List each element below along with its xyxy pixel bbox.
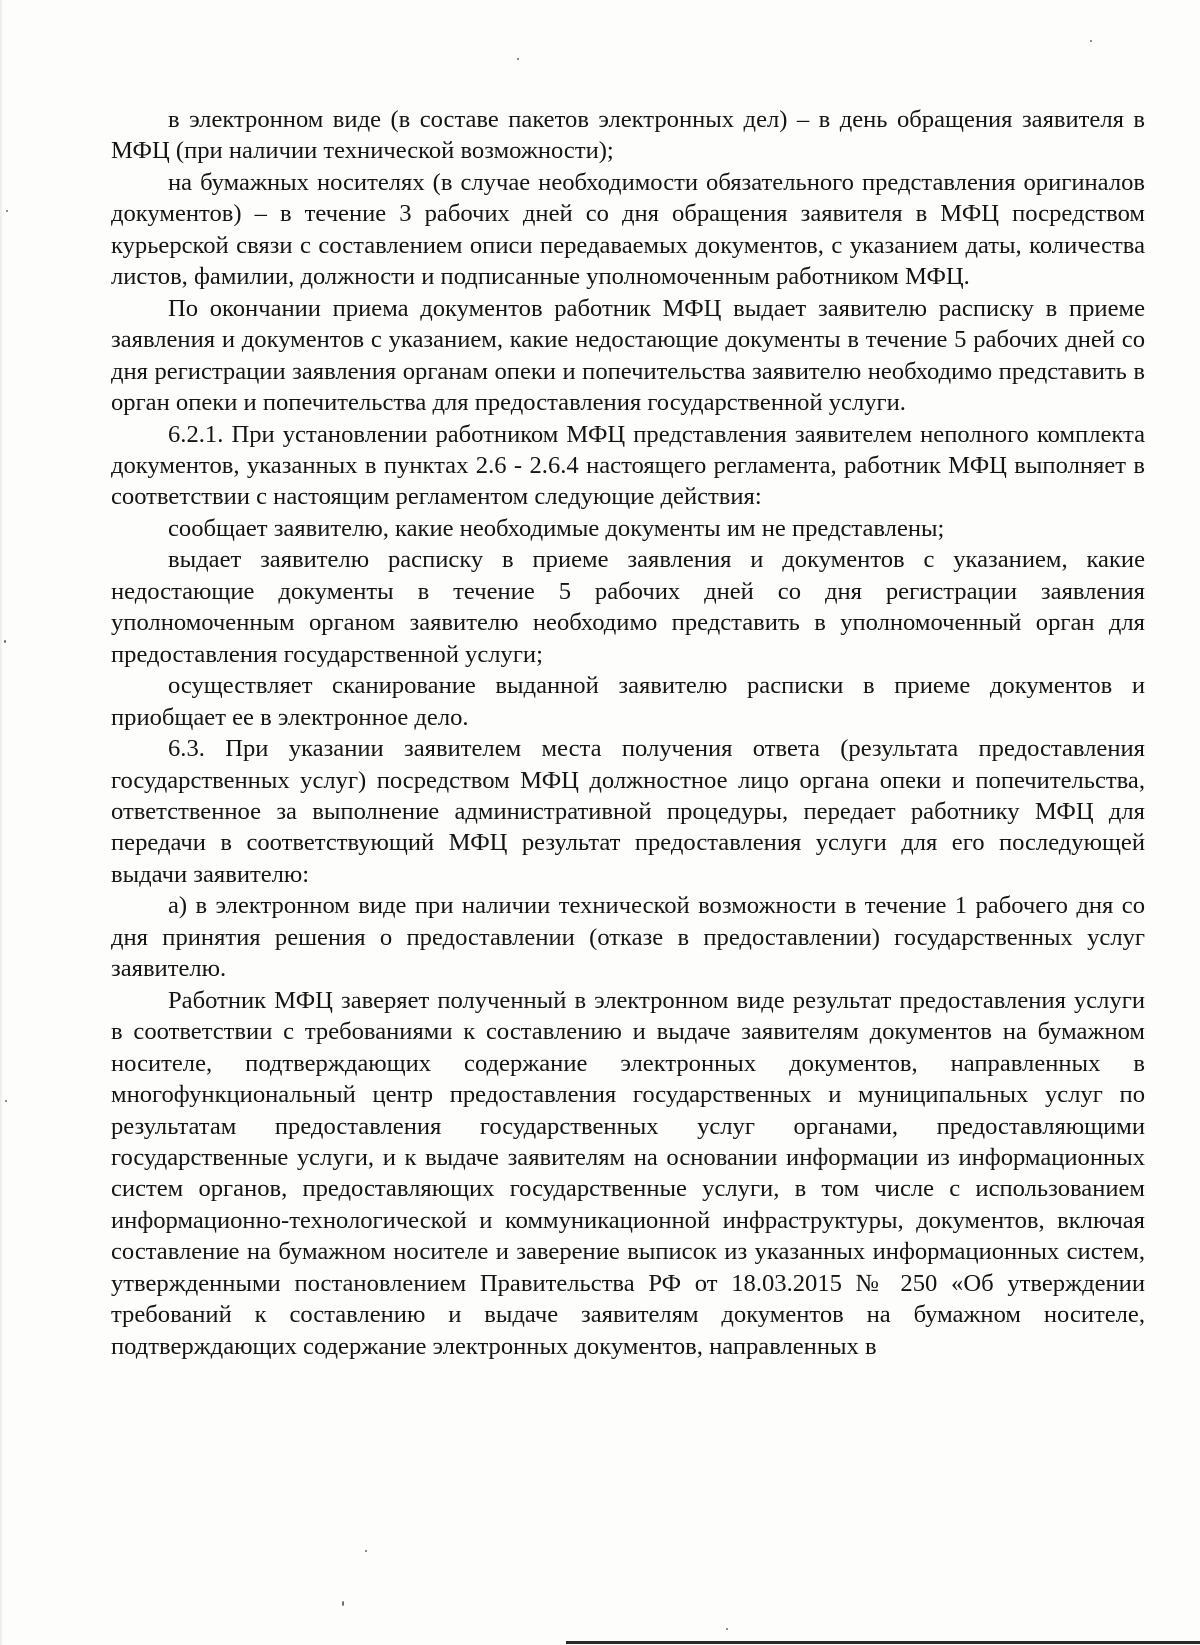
- paragraph-6-2-1: 6.2.1. При установлении работником МФЦ представления заявителем неполного комплекта документов, указанных в пунктах 2.6 - 2.6.4 настоящего регламента, работник МФЦ выполняет в соответствии с настоящим регламентом следующие действия:: [111, 420, 1145, 511]
- scan-speck: [5, 1100, 7, 1102]
- scan-speck: [517, 58, 519, 60]
- paragraph-scan-receipt: осуществляет сканирование выданной заявителю расписки в приеме документов и приобщает ее в электронное дело.: [111, 672, 1145, 731]
- scan-speck: [1090, 40, 1092, 42]
- scan-edge-shadow: [0, 0, 3, 1645]
- paragraph-receipt-issuance: По окончании приема документов работник МФЦ выдает заявителю расписку в приеме заявления и документов с указанием, какие недостающие документы в течение 5 рабочих дней со дня регистрации заявления органам опеки и попечительства заявителю необходимо представить в орган опеки и попечительства для предоставления государственной услуги.: [111, 294, 1145, 417]
- paragraph-inform-missing-docs: сообщает заявителю, какие необходимые документы им не представлены;: [168, 514, 945, 542]
- scan-speck: [365, 1550, 367, 1552]
- scan-bottom-edge: [566, 1641, 1200, 1644]
- paragraph-mfc-certification: Работник МФЦ заверяет полученный в электронном виде результат предоставления услуги в соответствии с требованиями к составлению и выдаче заявителям документов на бумажном носителе, подтверждающих содержание электронных документов, направленных в многофункциональный центр предоставления государственных и муниципальных услуг по результатам предоставления государственных услуг органами, предоставляющими государственные услуги, и к выдаче заявителям на основании информации из информационных систем органов, предоставляющих государственные услуги, в том числе с использованием информационно-технологической и коммуникационной инфраструктуры, документов, включая составление на бумажном носителе и заверение выписок из указанных информационных систем, утвержденными постановлением Правительства РФ от 18.03.2015 № 250 «Об утверждении требований к составлению и выдаче заявителям документов на бумажном носителе, подтверждающих содержание электронных документов, направленных в: [111, 986, 1145, 1360]
- scan-speck: [6, 210, 8, 212]
- paragraph-electronic-form: в электронном виде (в составе пакетов электронных дел) – в день обращения заявителя в МФЦ (при наличии технической возможности);: [111, 106, 1145, 165]
- paragraph-issue-receipt: выдает заявителю расписку в приеме заявления и документов с указанием, какие недостающие документы в течение 5 рабочих дней со дня регистрации заявления уполномоченным органом заявителю необходимо представить в уполномоченный орган для предоставления государственной услуги;: [111, 546, 1145, 668]
- scan-speck: [726, 1628, 728, 1630]
- paragraph-paper-form: на бумажных носителях (в случае необходимости обязательного представления оригиналов документов) – в течение 3 рабочих дней со дня обращения заявителя в МФЦ посредством курьерской связи с составлением описи передаваемых документов, с указанием даты, количества листов, фамилии, должности и подписанные уполномоченным работником МФЦ.: [111, 168, 1145, 291]
- document-body: [111, 104, 1145, 1362]
- paragraph-6-3: 6.3. При указании заявителем места получения ответа (результата предоставления государственных услуг) посредством МФЦ должностное лицо органа опеки и попечительства, ответственное за выполнение административной процедуры, передает работнику МФЦ для передачи в соответствующий МФЦ результат предоставления услуги для его последующей выдачи заявителю:: [111, 735, 1145, 888]
- scan-speck: [342, 1601, 344, 1606]
- scan-speck: [4, 640, 6, 643]
- paragraph-6-3-a: а) в электронном виде при наличии технической возможности в течение 1 рабочего дня со дня принятия решения о предоставлении (отказе в предоставлении) государственных услуг заявителю.: [111, 892, 1145, 983]
